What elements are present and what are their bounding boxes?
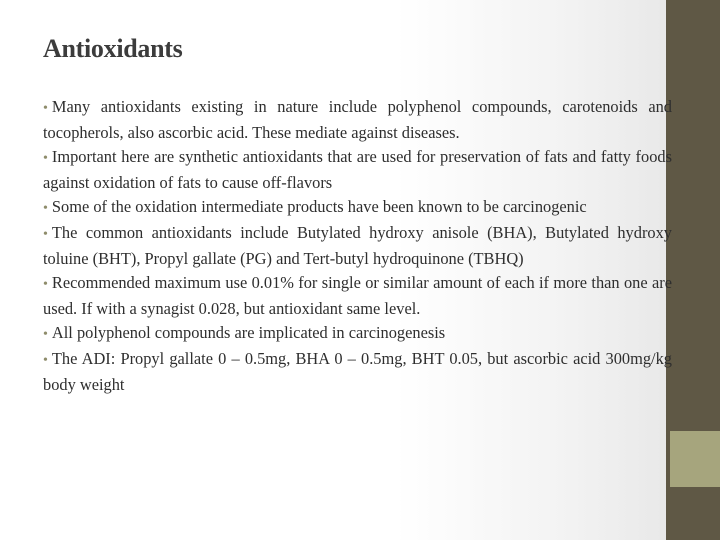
bullet-icon: • [43, 277, 48, 292]
bullet-text: Some of the oxidation intermediate products have been known to be carcinogenic [51, 197, 587, 216]
bullet-item [43, 145, 672, 195]
bullet-text: Recommended maximum use 0.01% for single or similar amount of each if more than one are used. If with a synagist 0.028, but antioxidant same level. [43, 273, 672, 318]
bullet-text: The ADI: Propyl gallate 0 – 0.5mg, BHA 0 – 0.5mg, BHT 0.05, but ascorbic acid 300mg/kg body weight [43, 349, 672, 394]
bullet-list [43, 95, 672, 397]
bullet-text: Many antioxidants existing in nature include polyphenol compounds, carotenoids and tocopherols, also ascorbic acid. These mediate against diseases. [43, 97, 672, 142]
bullet-icon: • [43, 227, 48, 242]
bullet-item [43, 321, 672, 347]
bullet-text: All polyphenol compounds are implicated in carcinogenesis [51, 323, 446, 342]
bullet-text: Important here are synthetic antioxidants that are used for preservation of fats and fatty foods against oxidation of fats to cause off-flavors [43, 147, 672, 192]
slide-title: Antioxidants [43, 34, 183, 63]
bullet-icon: • [43, 201, 48, 216]
decorative-accent-block [670, 431, 720, 487]
bullet-item [43, 95, 672, 145]
bullet-item [43, 195, 672, 221]
bullet-item [43, 221, 672, 271]
bullet-icon: • [43, 101, 48, 116]
bullet-text: The common antioxidants include Butylated hydroxy anisole (BHA), Butylated hydroxy toluine (BHT), Propyl gallate (PG) and Tert-butyl hydroquinone (TBHQ) [43, 223, 672, 268]
bullet-item [43, 271, 672, 321]
bullet-icon: • [43, 151, 48, 166]
bullet-item [43, 347, 672, 397]
bullet-icon: • [43, 327, 48, 342]
bullet-icon: • [43, 353, 48, 368]
